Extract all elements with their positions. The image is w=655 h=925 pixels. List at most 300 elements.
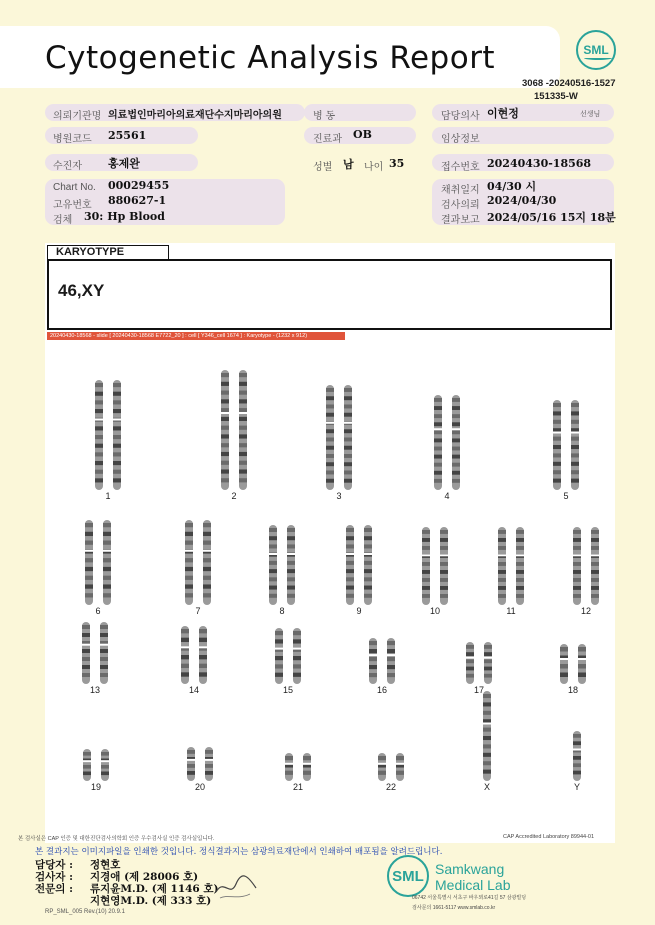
chromosome-band — [287, 586, 295, 590]
chromosome-band — [181, 629, 189, 633]
doctor-suffix: 선생님 — [580, 111, 601, 118]
centromere — [187, 759, 196, 761]
chromosome-band — [185, 576, 193, 580]
chromosome-band — [573, 546, 581, 550]
chromosome-band — [369, 641, 377, 645]
chromosome-band — [440, 538, 448, 542]
department-label: 진료과 — [313, 134, 342, 145]
staff-role-2: 검사자 : — [35, 871, 73, 883]
sex-value: 남 — [343, 158, 354, 171]
image-caption-bar: 20240430-18568 - slide [ 20240430-18568 E7722_20 ] : cell [ Y346_cell 1674 ] : Karyotype - (1232 x 912) — [47, 332, 345, 340]
chromosome-band — [553, 445, 561, 449]
chromosome-band — [346, 594, 354, 598]
chromosome-band — [571, 437, 579, 441]
chromosome-band — [571, 462, 579, 466]
chromosome-band — [326, 429, 334, 433]
chromosome-band — [346, 569, 354, 573]
specimen-value: 30: Hp Blood — [84, 210, 165, 223]
karyotype-result: 46,XY — [58, 281, 105, 300]
chromosome-pair-y — [573, 731, 582, 781]
chromosome-band — [275, 673, 283, 677]
chromosome-band — [440, 546, 448, 550]
chromosome-band — [199, 672, 207, 676]
chromosome-band — [553, 411, 561, 415]
chromosome-band — [239, 391, 247, 395]
chromosome-pair-x — [483, 691, 492, 781]
chromosome-pair-21 — [285, 753, 312, 781]
chromosome-band — [498, 586, 506, 590]
chromosome-band — [85, 593, 93, 597]
report-date-value: 2024/05/16 15지 18분 — [487, 211, 616, 224]
chromosome-band — [113, 383, 121, 387]
chromosome-band — [221, 382, 229, 386]
chromosome-label-9: 9 — [356, 606, 362, 616]
collection-date-label: 채취일지 — [441, 185, 480, 196]
clinical-info-label: 임상정보 — [441, 134, 480, 145]
chromosome-band — [239, 382, 247, 386]
chromosome-band — [466, 645, 474, 649]
chromosome-band — [103, 593, 111, 597]
chromosome-band — [185, 593, 193, 597]
chromosome-band — [85, 576, 93, 580]
chromosome-band — [221, 443, 229, 447]
chromosome-pair-10 — [422, 527, 449, 605]
chromosome-pair-6 — [85, 520, 112, 605]
chromosome-band — [205, 771, 213, 775]
chromosome-band — [269, 594, 277, 598]
sml-logo — [576, 30, 616, 70]
chromosome-band — [239, 417, 247, 421]
chromosome-band — [269, 569, 277, 573]
chromosome-band — [203, 576, 211, 580]
chromosome-band — [181, 655, 189, 659]
chromosome-pair-14 — [181, 626, 208, 684]
request-date-label: 검사의뢰 — [441, 200, 480, 211]
chromosome-label-20: 20 — [194, 782, 205, 792]
chromosome-band — [553, 453, 561, 457]
lab-logo-text: SML — [392, 867, 424, 885]
chromosome-label-4: 4 — [444, 491, 450, 501]
chromosome-label-21: 21 — [292, 782, 303, 792]
chromosome-band — [573, 562, 581, 566]
chromosome-band — [221, 391, 229, 395]
chromosome-band — [452, 422, 460, 426]
lab-address-1: 06742 서울특별시 서초구 바우뫼로41길 57 삼광빌딩 — [412, 895, 527, 901]
centromere — [396, 763, 405, 765]
chromosome-band — [82, 665, 90, 669]
logo-swoosh-icon — [584, 56, 612, 60]
chromosome-band — [113, 435, 121, 439]
chromosome-band — [82, 625, 90, 629]
chromosome-band — [103, 576, 111, 580]
chromosome-pair-1 — [95, 380, 122, 490]
chromosome-label-3: 3 — [336, 491, 342, 501]
collection-date-value: 04/30 시 — [487, 180, 537, 193]
chromosome-band — [573, 586, 581, 590]
chromosome-band — [387, 641, 395, 645]
chromosome-band — [85, 567, 93, 571]
chromosome-pair-9 — [346, 525, 373, 605]
chromosome-band — [452, 414, 460, 418]
lab-name-line2: Medical Lab — [435, 877, 511, 893]
chromosome-band — [484, 659, 492, 663]
chromosome-band — [269, 586, 277, 590]
chromosome-band — [326, 388, 334, 392]
chromosome-band — [516, 594, 524, 598]
chromosome-band — [100, 649, 108, 653]
chromosome-band — [466, 659, 474, 663]
chromosome-band — [452, 479, 460, 483]
chromosome-band — [484, 674, 492, 678]
hospital-code-value: 25561 — [108, 129, 147, 142]
chromosome-band — [95, 470, 103, 474]
chromosome-band — [203, 532, 211, 536]
centromere — [573, 554, 582, 556]
chromosome-band — [364, 528, 372, 532]
chromosome-band — [83, 765, 91, 769]
chromosome-band — [275, 631, 283, 635]
lab-name-line1: Samkwang — [435, 861, 505, 877]
chromosome-band — [369, 657, 377, 661]
chromosome-band — [287, 528, 295, 532]
chromosome-band — [303, 771, 311, 775]
chromosome-band — [269, 528, 277, 532]
centromere — [205, 759, 214, 761]
chromosome-band — [326, 462, 334, 466]
chromosome-band — [185, 532, 193, 536]
chromosome-band — [498, 530, 506, 534]
chromosome-band — [422, 562, 430, 566]
chromosome-band — [553, 479, 561, 483]
chromosome-band — [571, 403, 579, 407]
chromosome-pair-8 — [269, 525, 296, 605]
chromosome-band — [591, 530, 599, 534]
chromosome-pair-2 — [221, 370, 248, 490]
chromosome-band — [287, 544, 295, 548]
lab-name — [435, 861, 511, 893]
chromosome-band — [221, 399, 229, 403]
chromosome-band — [578, 673, 586, 678]
chromosome-band — [85, 584, 93, 588]
chromosome-band — [364, 536, 372, 540]
centromere — [498, 554, 507, 556]
chromosome-band — [185, 558, 193, 562]
chromosome-label-17: 17 — [473, 685, 484, 695]
chromosome-band — [364, 577, 372, 581]
chromosome-band — [498, 570, 506, 574]
chromosome-band — [199, 664, 207, 668]
chromosome-band — [221, 478, 229, 482]
chromosome-band — [484, 667, 492, 671]
centromere — [303, 763, 312, 765]
chromosome-band — [181, 672, 189, 676]
chromosome-band — [344, 429, 352, 433]
chromosome-band — [113, 392, 121, 396]
chromosome-label-y: Y — [573, 782, 580, 792]
chromosome-band — [239, 399, 247, 403]
centromere — [364, 553, 373, 555]
chromosome-band — [346, 586, 354, 590]
chromosome-band — [516, 586, 524, 590]
chromosome-band — [203, 584, 211, 588]
chromosome-band — [83, 752, 91, 756]
chromosome-band — [434, 438, 442, 442]
centromere — [344, 422, 353, 424]
receipt-no-value: 20240430-18568 — [487, 157, 592, 170]
centromere — [422, 554, 431, 556]
sex-label: 성별 — [313, 162, 333, 173]
chromosome-band — [387, 649, 395, 653]
chromosome-band — [344, 388, 352, 392]
centromere — [100, 644, 109, 646]
chromosome-band — [591, 570, 599, 574]
chromosome-band — [82, 633, 90, 637]
chromosome-band — [221, 469, 229, 473]
chromosome-band — [434, 455, 442, 459]
chromosome-band — [293, 664, 301, 668]
chromosome-band — [187, 750, 195, 754]
report-code-2: 151335-W — [534, 91, 578, 102]
chromosome-band — [95, 478, 103, 482]
chromosome-band — [364, 569, 372, 573]
centromere — [591, 554, 600, 556]
chromosome-band — [326, 454, 334, 458]
chromosome-pair-18 — [560, 644, 587, 684]
chromosome-label-6: 6 — [95, 606, 101, 616]
chromosome-band — [553, 470, 561, 474]
chromosome-band — [205, 764, 213, 768]
centromere — [484, 657, 493, 659]
chromosome-band — [287, 594, 295, 598]
chromosome-band — [181, 664, 189, 668]
chromosome-band — [181, 638, 189, 642]
chromosome-band — [344, 479, 352, 483]
chromosome-band — [113, 470, 121, 474]
chromosome-band — [103, 541, 111, 545]
chromosome-band — [326, 446, 334, 450]
chromosome-band — [364, 586, 372, 590]
chromosome-band — [239, 426, 247, 430]
chromosome-band — [346, 536, 354, 540]
chromosome-band — [452, 463, 460, 467]
chromosome-band — [422, 570, 430, 574]
chromosome-band — [95, 461, 103, 465]
chromosome-label-13: 13 — [89, 685, 100, 695]
chromosome-band — [516, 578, 524, 582]
unique-no-value: 880627-1 — [108, 194, 167, 207]
chromosome-band — [95, 444, 103, 448]
chromosome-band — [498, 578, 506, 582]
chromosome-band — [293, 656, 301, 660]
chromosome-band — [344, 471, 352, 475]
chromosome-band — [113, 478, 121, 482]
chromosome-band — [101, 752, 109, 756]
chromosome-band — [364, 544, 372, 548]
chromosome-pair-4 — [434, 395, 461, 490]
chromosome-band — [85, 532, 93, 536]
lab-logo — [387, 855, 429, 897]
centromere — [185, 550, 194, 552]
doctor-value: 이현정 — [487, 107, 519, 120]
chromosome-band — [205, 750, 213, 754]
chromosome-label-18: 18 — [567, 685, 578, 695]
chromosome-band — [452, 438, 460, 442]
chromosome-band — [85, 541, 93, 545]
chromosome-band — [571, 411, 579, 415]
centromere — [82, 644, 91, 646]
chromosome-label-19: 19 — [90, 782, 101, 792]
staff-name-2: 지경애 (제 28006 호) — [90, 871, 199, 883]
chromosome-band — [578, 664, 586, 669]
centromere — [466, 657, 475, 659]
cap-note: CAP Accredited Laboratory 89944-01 — [503, 834, 595, 840]
chromosome-band — [516, 562, 524, 566]
chromosome-band — [396, 756, 404, 760]
chromosome-pair-20 — [187, 747, 214, 781]
centromere — [553, 432, 562, 434]
chromosome-band — [346, 577, 354, 581]
chromosome-band — [103, 532, 111, 536]
chromosome-band — [369, 649, 377, 653]
karyotype-result-box — [47, 259, 612, 330]
centromere — [199, 646, 208, 648]
hospital-code-label: 병원코드 — [53, 134, 92, 145]
chromosome-band — [187, 771, 195, 775]
chromosome-band — [591, 562, 599, 566]
chromosome-band — [434, 447, 442, 451]
chromosome-band — [103, 558, 111, 562]
chromosome-band — [113, 452, 121, 456]
chromosome-band — [239, 478, 247, 482]
chromosome-band — [100, 673, 108, 677]
chromosome-band — [573, 741, 581, 745]
chromosome-band — [100, 625, 108, 629]
chromosome-pair-11 — [498, 527, 525, 605]
institution-value: 의료법인마리아의료재단수지마리아의원 — [108, 110, 282, 121]
chromosome-band — [498, 538, 506, 542]
chromosome-band — [591, 586, 599, 590]
chromosome-band — [483, 761, 491, 765]
chromosome-band — [434, 471, 442, 475]
centromere — [516, 554, 525, 556]
centromere — [287, 553, 296, 555]
chromosome-band — [275, 664, 283, 668]
chromosome-band — [344, 405, 352, 409]
chromosome-band — [239, 373, 247, 377]
chromosome-band — [466, 652, 474, 656]
chromosome-band — [571, 470, 579, 474]
chromosome-band — [573, 538, 581, 542]
chromosome-band — [239, 443, 247, 447]
centromere — [239, 412, 248, 414]
chromosome-band — [571, 420, 579, 424]
chromosome-band — [422, 586, 430, 590]
chromosome-band — [275, 656, 283, 660]
chromosome-band — [483, 744, 491, 748]
ward-label: 병 동 — [313, 111, 336, 122]
report-title: Cytogenetic Analysis Report — [45, 40, 496, 76]
staff-role-1: 담당자 : — [35, 859, 73, 871]
chromosome-band — [203, 523, 211, 527]
lab-address-2: 검사문의 1661-5117 www.smlab.co.kr — [412, 905, 496, 911]
chromosome-band — [452, 471, 460, 475]
chromosome-band — [303, 756, 311, 760]
chromosome-band — [434, 422, 442, 426]
chromosome-band — [85, 523, 93, 527]
karyotype-tab: KARYOTYPE — [47, 245, 169, 260]
chromosome-band — [113, 409, 121, 413]
chromosome-band — [571, 453, 579, 457]
unique-no-label: 고유번호 — [53, 200, 92, 211]
chromosome-band — [326, 438, 334, 442]
department-value: OB — [353, 128, 372, 141]
chromosome-band — [466, 674, 474, 678]
karyogram-image — [45, 340, 615, 800]
chromosome-band — [203, 567, 211, 571]
chromosome-band — [285, 771, 293, 775]
revision-code: RP_SML_005 Rev.(10) 20.9.1 — [45, 909, 125, 915]
chromosome-band — [203, 558, 211, 562]
chromosome-band — [440, 530, 448, 534]
chromosome-pair-22 — [378, 753, 405, 781]
chromosome-band — [484, 652, 492, 656]
chromosome-band — [452, 447, 460, 451]
chromosome-label-5: 5 — [563, 491, 569, 501]
chromosome-pair-5 — [553, 400, 580, 490]
chromosome-band — [364, 594, 372, 598]
chromosome-band — [516, 570, 524, 574]
chromosome-band — [221, 461, 229, 465]
chromosome-band — [440, 586, 448, 590]
centromere — [221, 412, 230, 414]
staff-role-3: 전문의 : — [35, 883, 73, 895]
chromosome-band — [239, 434, 247, 438]
chromosome-band — [452, 406, 460, 410]
chromosome-band — [113, 444, 121, 448]
chromosome-band — [221, 373, 229, 377]
chromosome-band — [113, 400, 121, 404]
chromosome-band — [285, 756, 293, 760]
chromosome-band — [100, 665, 108, 669]
chromosome-band — [553, 437, 561, 441]
chromosome-band — [440, 570, 448, 574]
chromosome-band — [591, 538, 599, 542]
centromere — [85, 550, 94, 552]
chromosome-band — [466, 667, 474, 671]
chromosome-band — [344, 438, 352, 442]
chromosome-band — [452, 398, 460, 402]
chromosome-label-8: 8 — [279, 606, 285, 616]
chromosome-band — [369, 665, 377, 669]
chromosome-band — [113, 426, 121, 430]
request-date-value: 2024/04/30 — [487, 194, 557, 207]
chromosome-band — [422, 538, 430, 542]
chromosome-band — [369, 673, 377, 677]
chromosome-band — [483, 770, 491, 774]
chromosome-band — [560, 647, 568, 652]
chromosome-pair-17 — [466, 642, 493, 684]
chromosome-band — [95, 426, 103, 430]
chromosome-band — [573, 763, 581, 767]
chromosome-pair-12 — [573, 527, 600, 605]
centromere — [95, 419, 104, 421]
chromosome-band — [221, 417, 229, 421]
chromosome-band — [293, 673, 301, 677]
chromosome-band — [440, 562, 448, 566]
centromere — [573, 749, 582, 751]
chromosome-band — [326, 471, 334, 475]
chromosome-band — [434, 406, 442, 410]
